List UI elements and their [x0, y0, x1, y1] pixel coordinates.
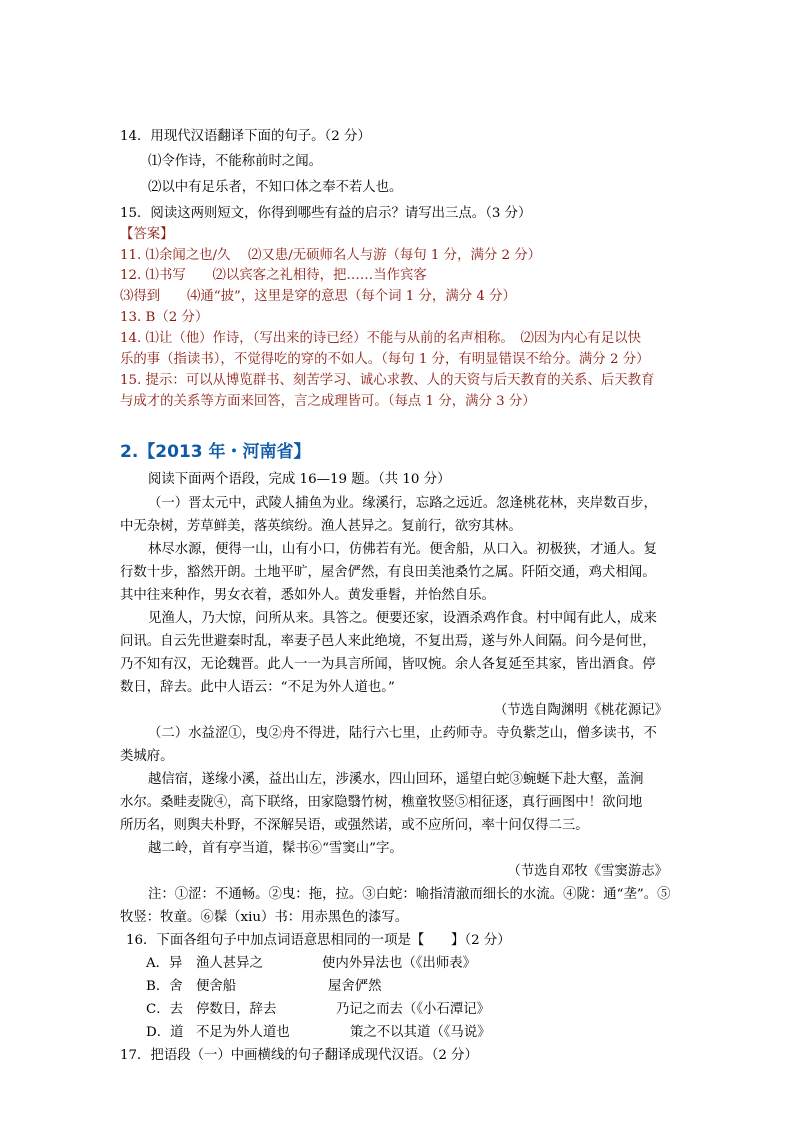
notes-line-2: 牧竖：牧童。⑥髹（xiu）书：用赤黑色的漆写。: [120, 910, 409, 925]
passage-4-line-2: 类城府。: [120, 749, 174, 764]
question-14-item-1: ⑴令作诗，不能称前时之闻。: [148, 154, 323, 169]
answer-11: 11. ⑴余闻之也/久 ⑵又患/无硕师名人与游（每句 1 分，满分 2 分）: [120, 248, 542, 263]
answer-12-continued: ⑶得到 ⑷通“披”，这里是穿的意思（每个词 1 分，满分 4 分）: [120, 289, 516, 304]
answer-label: 【答案】: [120, 227, 174, 242]
option-sentence-1: 停数日，辞去: [196, 1002, 277, 1017]
passage-3-line-1: 见渔人，乃大惊，问所从来。具答之。便要还家，设酒杀鸡作食。村中闻有此人，成来: [148, 611, 657, 626]
passage-6-line-1: 越二岭，首有亭当道，髹书⑥“雪窦山”字。: [148, 841, 403, 856]
option-letter: C．去: [146, 1002, 184, 1017]
answer-14-line-2: 乐的事（指读书），不觉得吃的穿的不如人。（每句 1 分，有明显错误不给分。满分 2 分）: [120, 352, 650, 367]
option-sentence-2: 策之不以其道（《马说》: [350, 1025, 491, 1040]
notes-line-1: 注：①涩：不通畅。②曳：拖，拉。③白蛇：喻指清澈而细长的水流。④陇：通“垄”。⑤: [148, 887, 671, 902]
answer-12: 12. ⑴书写 ⑵以宾客之礼相待，把……当作宾客: [120, 268, 427, 283]
section-2-intro: 阅读下面两个语段，完成 16—19 题。（共 10 分）: [148, 472, 451, 487]
option-sentence-2: 乃记之而去（《小石潭记》: [336, 1002, 490, 1017]
passage-2-line-2: 行数十步，豁然开朗。土地平旷，屋舍俨然，有良田美池桑竹之属。阡陌交通，鸡犬相闻。: [120, 565, 656, 580]
option-letter: A．异: [146, 956, 183, 971]
question-16: 16．下面各组句子中加点词语意思相同的一项是【 】（2 分）: [126, 933, 511, 948]
option-letter: B．舍: [146, 979, 183, 994]
passage-5-line-1: 越信宿，遂缘小溪，益出山左，涉溪水，四山回环，遥望白蛇③蜿蜒下赴大壑，盖涧: [148, 772, 644, 787]
source-2: （节选自邓牧《雪窦游志》: [507, 864, 668, 879]
question-17: 17．把语段（一）中画横线的句子翻译成现代汉语。（2 分）: [120, 1048, 478, 1063]
passage-3-line-3: 乃不知有汉，无论魏晋。此人一一为具言所闻，皆叹惋。余人各复延至其家，皆出酒食。停: [120, 657, 656, 672]
passage-2-line-1: 林尽水源，便得一山，山有小口，仿佛若有光。便舍船，从口入。初极狭，才通人。复: [148, 542, 657, 557]
passage-3-line-4: 数日，辞去。此中人语云：“不足为外人道也。”: [120, 680, 395, 695]
answer-15-line-1: 15. 提示：可以从博览群书、刻苦学习、诚心求教、人的天资与后天教育的关系、后天教育: [120, 373, 655, 388]
section-2-title: 2.【2013 年・河南省】: [120, 442, 311, 462]
answer-13: 13. B（2 分）: [120, 310, 209, 325]
option-sentence-1: 便舍船: [196, 979, 237, 994]
passage-5-line-2: 水尔。桑畦麦陇④，高下联络，田家隐翳竹树，樵童牧竖⑤相征逐，真行画图中！欲问地: [120, 795, 643, 810]
answer-15-line-2: 与成才的关系等方面来回答，言之成理皆可。（每点 1 分，满分 3 分）: [120, 394, 536, 409]
answer-14-line-1: 14. ⑴让（他）作诗，（写出来的诗已经）不能与从前的名声相称。 ⑵因为内心有足以快: [120, 331, 641, 346]
passage-2-line-3: 其中往来种作，男女衣着，悉如外人。黄发垂髫，并怡然自乐。: [120, 588, 495, 603]
passage-5-line-3: 所历名，则舆夫朴野，不深解吴语，或强然诺，或不应所问，率十问仅得二三。: [120, 818, 589, 833]
option-sentence-1: 渔人甚异之: [196, 956, 263, 971]
passage-3-line-2: 问讯。自云先世避秦时乱，率妻子邑人来此绝境，不复出焉，遂与外人间隔。问今是何世，: [120, 634, 656, 649]
passage-1-line-2: 中无杂树，芳草鲜美，落英缤纷。渔人甚异之。复前行，欲穷其林。: [120, 519, 522, 534]
question-15: 15．阅读这两则短文，你得到哪些有益的启示？请写出三点。（3 分）: [120, 206, 532, 221]
question-14: 14．用现代汉语翻译下面的句子。（2 分）: [120, 129, 371, 144]
passage-1-line-1: （一）晋太元中，武陵人捕鱼为业。缘溪行，忘路之远近。忽逢桃花林，夹岸数百步，: [148, 496, 657, 511]
option-sentence-1: 不足为外人道也: [196, 1025, 290, 1040]
option-sentence-2: 屋舍俨然: [328, 979, 382, 994]
question-14-item-2: ⑵以中有足乐者，不知口体之奉不若人也。: [148, 180, 403, 195]
option-letter: D．道: [146, 1025, 184, 1040]
option-sentence-2: 使内外异法也（《出师表》: [322, 956, 476, 971]
passage-4-line-1: （二）水益涩①，曳②舟不得进，陆行六七里，止药师寺。寺负紫芝山，僧多读书，不: [148, 726, 657, 741]
source-1: （节选自陶渊明《桃花源记》: [493, 703, 668, 718]
